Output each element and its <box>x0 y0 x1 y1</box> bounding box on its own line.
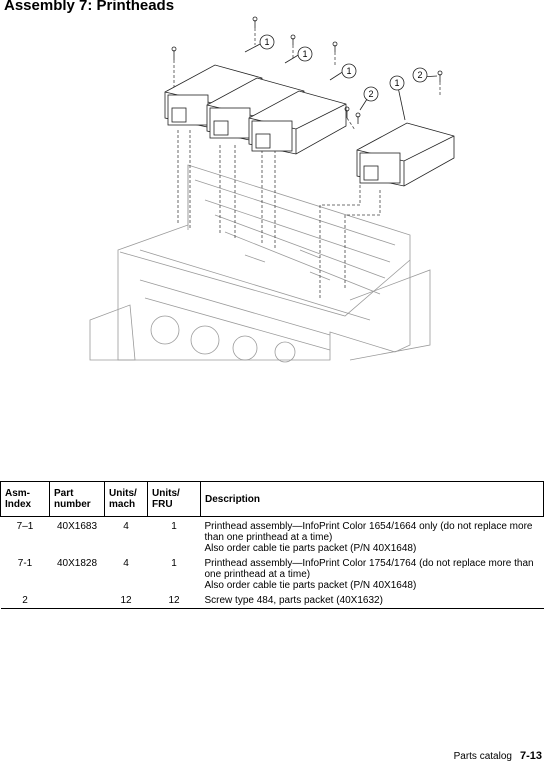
cell-units-fru: 1 <box>171 521 177 532</box>
cell-description <box>201 554 544 591</box>
cell-asm-index: 7–1 <box>16 521 34 532</box>
cell-units-mach: 12 <box>105 591 148 609</box>
cell-asm-index: 7-1 <box>17 558 33 569</box>
printhead-module-4 <box>357 123 454 186</box>
callout-label: 1 <box>302 49 308 59</box>
footer-page-number: 7-13 <box>519 750 542 762</box>
description-line: than one printhead at a time) <box>204 532 333 543</box>
description-line: one printhead at a time) <box>204 569 311 580</box>
cell-part-number: 40X1828 <box>56 558 98 569</box>
parts-table <box>0 481 544 609</box>
header-units-fru: Units/ FRU <box>148 482 201 517</box>
cell-part-number: 40X1683 <box>56 521 98 532</box>
header-asm-index: Asm- Index <box>1 482 50 517</box>
cell-description <box>201 591 544 609</box>
callout-label: 1 <box>394 78 400 88</box>
printhead-exploded-diagram <box>0 0 544 380</box>
printer-frame <box>90 165 430 362</box>
cell-asm-index: 2 <box>1 591 50 609</box>
description-line: Printhead assembly—InfoPrint Color 1654/1664 only (do not replace more <box>204 521 533 532</box>
table-row <box>1 554 544 591</box>
table-row <box>1 517 544 555</box>
cell-description <box>201 517 544 555</box>
parts-table-header <box>1 482 544 517</box>
description-line: Screw type 484, parts packet (40X1632) <box>204 595 383 606</box>
cell-part-number <box>50 591 105 609</box>
footer-section: Parts catalog <box>453 751 512 762</box>
cell-units-fru: 12 <box>148 591 201 609</box>
page-title: Assembly 7: Printheads <box>4 0 175 14</box>
description-line: Also order cable tie parts packet (P/N 40X1648) <box>204 580 417 591</box>
description-line: Also order cable tie parts packet (P/N 40X1648) <box>204 543 417 554</box>
header-description: Description <box>201 482 544 517</box>
page-footer <box>454 750 542 762</box>
header-part-number: Part number <box>50 482 105 517</box>
callout-label: 2 <box>368 89 374 99</box>
cell-units-fru: 1 <box>171 558 177 569</box>
table-row <box>1 591 544 609</box>
callout-label: 1 <box>346 66 352 76</box>
description-line: Printhead assembly—InfoPrint Color 1754/1764 (do not replace more than <box>204 558 534 569</box>
callout-label: 1 <box>264 37 270 47</box>
header-units-mach: Units/ mach <box>105 482 148 517</box>
cell-units-mach: 4 <box>123 558 129 569</box>
cell-units-mach: 4 <box>123 521 129 532</box>
callout-label: 2 <box>417 70 423 80</box>
